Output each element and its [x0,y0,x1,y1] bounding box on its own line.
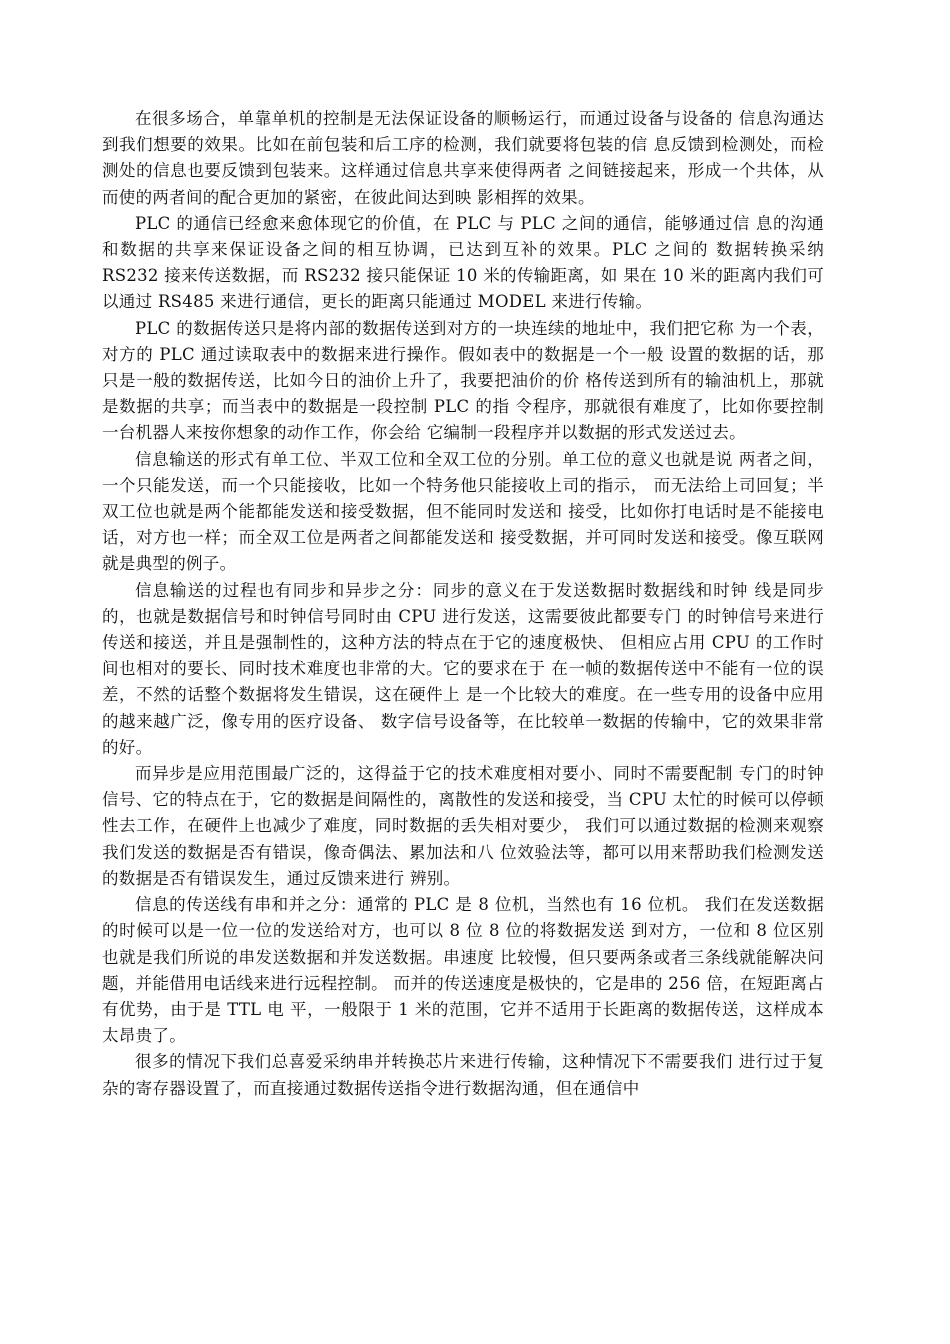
paragraph: 信息输送的过程也有同步和异步之分：同步的意义在于发送数据时数据线和时钟 线是同步的，也就是数据信号和时钟信号同时由 CPU 进行发送，这需要彼此都要专门 的时钟信号来进行传送和接送，并且是强制性的，这种方法的特点在于它的速度极快、 但相应占用 CPU 的工作时间也相对的要长、同时技术难度也非常的大。它的要求在于 在一帧的数据传送中不能有一位的误差，不然的话整个数据将发生错误，这在硬件上 是一个比较大的难度。在一些专用的设备中应用的越来越广泛，像专用的医疗设备、 数字信号设备等，在比较单一数据的传输中，它的效果非常的好。 [102,580,824,757]
paragraph: 而异步是应用范围最广泛的，这得益于它的技术难度相对要小、同时不需要配制 专门的时钟信号、它的特点在于，它的数据是间隔性的，离散性的发送和接受，当 CPU 太忙的时候可以停顿性去工作，在硬件上也减少了难度，同时数据的丢失相对要少， 我们可以通过数据的检测来观察我们发送的数据是否有错误，像奇偶法、累加法和八 位效验法等，都可以用来帮助我们检测发送的数据是否有错误发生，通过反馈来进行 辨别。 [102,764,824,888]
paragraph: 很多的情况下我们总喜爱采纳串并转换芯片来进行传输，这种情况下不需要我们 进行过于复杂的寄存器设置了，而直接通过数据传送指令进行数据沟通，但在通信中 [102,1052,824,1098]
paragraph: 在很多场合，单靠单机的控制是无法保证设备的顺畅运行，而通过设备与设备的 信息沟通达到我们想要的效果。比如在前包装和后工序的检测，我们就要将包装的信 息反馈到检测处，而检测处的信息也要反馈到包装来。这样通过信息共享来使得两者 之间链接起来，形成一个共体，从而使的两者间的配合更加的紧密，在彼此间达到映 影相挥的效果。 [102,109,824,207]
paragraph: 信息输送的形式有单工位、半双工位和全双工位的分别。单工位的意义也就是说 两者之间，一个只能发送，而一个只能接收，比如一个特务他只能接收上司的指示， 而无法给上司回复；半双工位也就是两个能都能发送和接受数据，但不能同时发送和 接受，比如你打电话时是不能接电话，对方也一样；而全双工位是两者之间都能发送和 接受数据，并可同时发送和接受。像互联网就是典型的例子。 [102,449,824,574]
document-body [102,106,824,1102]
paragraph: PLC 的数据传送只是将内部的数据传送到对方的一块连续的地址中，我们把它称 为一个表，对方的 PLC 通过读取表中的数据来进行操作。假如表中的数据是一个一般 设置的数据的话，那只是一般的数据传送，比如今日的油价上升了，我要把油价的价 格传送到所有的输油机上，那就是数据的共享；而当表中的数据是一段控制 PLC 的指 令程序，那就很有难度了，比如你要控制一台机器人来按你想象的动作工作，你会给 它编制一段程序并以数据的形式发送过去。 [102,318,824,443]
paragraph: 信息的传送线有串和并之分：通常的 PLC 是 8 位机，当然也有 16 位机。 我们在发送数据的时候可以是一位一位的发送给对方，也可以 8 位 8 位的将数据发送 到对方，一位和 8 位区别也就是我们所说的串发送数据和并发送数据。串速度 比较慢，但只要两条或者三条线就能解决问题，并能借用电话线来进行远程控制。 而并的传送速度是极快的，它是串的 256 倍，在短距离占有优势，由于是 TTL 电 平，一般限于 1 米的范围，它并不适用于长距离的数据传送，这样成本太昂贵了。 [102,895,824,1046]
paragraph: PLC 的通信已经愈来愈体现它的价值，在 PLC 与 PLC 之间的通信，能够通过信 息的沟通和数据的共享来保证设备之间的相互协调，已达到互补的效果。PLC 之间的 数据转换采纳 RS232 接来传送数据，而 RS232 接只能保证 10 米的传输距离，如 果在 10 米的距离内我们可以通过 RS485 来进行通信，更长的距离只能通过 MODEL 来进行传输。 [102,213,824,312]
